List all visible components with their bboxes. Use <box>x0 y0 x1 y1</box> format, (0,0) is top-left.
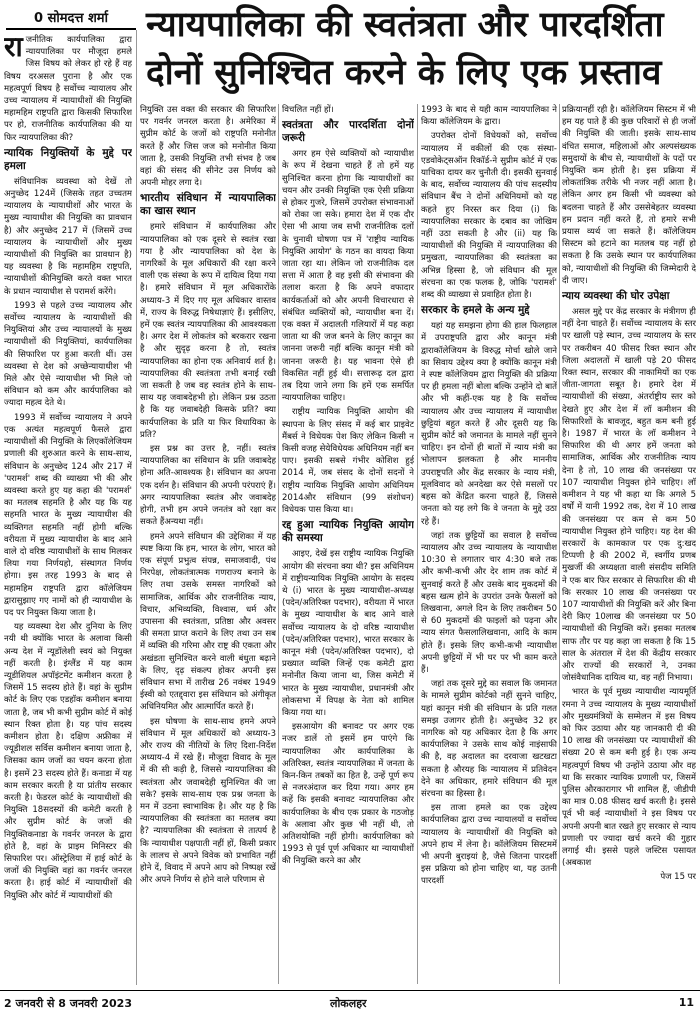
column-divider <box>278 104 279 984</box>
paragraph: इस घोषणा के साथ-साथ हमने अपने संविधान में मूल अधिकारों को अध्याय-3 और राज्य की नीतियों के लिए दिशा-निर्देश अध्याय-4 में रखे हैं। मौजूदा विवाद के मूल में की सी कड़ी है, जिससे न्यायपालिका की स्वतंत्रता और जवाबदेही सुनिश्चित की जा सके? इसके साथ-साथ एक प्रश्न जनता के मन में उठना स्वाभाविक है। और यह है कि न्यायपालिका की स्वतंत्रता का मतलब क्या है? न्यायपालिका की स्वतंत्रता से तात्पर्य है कि न्यायाधीश पक्षपाती नहीं हों, किसी प्रकार के लालच से अपने विवेक को प्रभावित नहीं होने दें, विवाद में अपने आप को निष्पक्ष रखें और अपने निर्णय से होने वाले परिणाम से <box>140 716 276 886</box>
issue-date: 2 जनवरी से 8 जनवरी 2023 <box>4 997 132 1010</box>
paragraph: 1993 के बाद से यही काम न्यायपालिका ने किया कॉलेजियम के द्वारा। <box>421 105 557 128</box>
paragraph: विचलित नहीं हों। <box>282 105 334 115</box>
publication-name: लोकलहर <box>330 997 367 1010</box>
article-column-3 <box>282 104 414 986</box>
paragraph: 1993 में सर्वोच्च न्यायालय ने अपने एक अत्यंत महत्वपूर्ण फैसले द्वारा न्यायाधीशों की नियुक्ति के लिएकॉलेजियम प्रणाली की शुरुआत करने के साथ-साथ, संविधान के अनुच्छेद 124 और 217 में 'परामर्श' शब्द की व्याख्या भी की और व्यवस्था करते हुए यह कहा की 'परामर्श' का मतलब सहमति है और यह कि यह सहमति भारत के मुख्य न्यायाधीश की व्यक्तिगत सहमति नहीं होगी बल्कि वरीयता में मुख्य न्यायाधीश के बाद आने वाले दो वरिष्ठ न्यायाधीशों के साथ मिलकर लिया गया निर्णयहो, संस्थागत निर्णय होगा। इस तरह 1993 के बाद से महामहिम राष्ट्रपति द्वारा कॉलेजियम द्वारासुझाए गए नामों को ही न्यायाधीश के पद पर नियुक्त किया जाता है। <box>4 412 132 618</box>
column-divider <box>136 30 137 985</box>
paragraph: 1993 से पहले उच्च न्यायालय और सर्वोच्च न्यायालय के न्यायाधीशों की नियुक्तियां और उच्च न्यायालयों के मुख्य न्यायाधीशों की नियुक्तियां, कार्यपालिका की सिफारिश पर हुआ करती थीं। उस व्यवस्था से देश को अच्छेन्यायाधीश भी मिले और ऐसे न्यायाधीश भी मिले जो संविधान को कम और कार्यपालिका को ज्यादा महत्व देते थे। <box>4 300 132 409</box>
article-column-1 <box>4 34 132 986</box>
drop-cap: रा <box>4 34 23 63</box>
page-number: 11 <box>678 996 694 1009</box>
paragraph: इसआयोग की बनावट पर अगर एक नजर डालें तो इसमें हम पाएंगे कि न्यायपालिका और कार्यपालिका के अतिरिक्त, स्वतंत्र न्यायपालिका में जनता के किन-किन तबकों का हित है, उन्हें पूर्ण रूप से नजरअंदाज कर दिया गया। अगर हम कहें कि इसकी बनावट न्यायपालिका और कार्यपालिका के बीच एक प्रकार के गठजोड़ के अलावा और कुछ भी नहीं थी, तो अतिशयोक्ति नहीं होगी। कार्यपालिका को 1993 से पूर्व पूर्ण अधिकार था न्यायाधीशों की नियुक्ति करने का और <box>282 722 414 867</box>
paragraph: इस ताजा हमले का एक उद्देश्य कार्यपालिका द्वारा उच्च न्यायालयों व सर्वोच्च न्यायालय के न्यायाधीशों की नियुक्ति को अपने हाथ में लेना है। कॉलेजियम सिस्टममें भी अपनी बुराइयां है, जैसे जितना पारदर्शी इस प्रक्रिया को होना चाहिए था, यह उतनी पारदर्शी <box>421 803 557 887</box>
headline-line-1: न्यायपालिका की स्वतंत्रता और पारदर्शिता <box>146 4 664 45</box>
paragraph: उपरोक्त दोनों विधेयकों को, सर्वोच्च न्यायालय में वकीलों की एक संस्था-एडवोकेट्सऑन रिकॉर्ड-ने सुप्रीम कोर्ट में एक याचिका दायर कर चुनौती दी। इसकी सुनवाई के बाद, सर्वोच्च न्यायालय की पांच सदस्यीय संविधान बैंच ने दोनों अधिनियमों को यह कहते हुए निरस्त कर दिया (i) कि न्यायपालिका सरकार के दबाव का जोखिम नहीं उठा सकती है और (ii) यह कि न्यायाधीशों की नियुक्ति में न्यायपालिका की प्रमुखता, न्यायपालिका की स्वतंत्रता का अभिन्न हिस्सा है, जो संविधान की मूल संरचना का एक फलक है, जोकि 'परामर्श' शब्द की व्याख्या से प्रवाहित होता है। <box>421 131 557 301</box>
paragraph: जहां तक छुट्टियों का सवाल है सर्वोच्च न्यायालय और उच्च न्यायालय के न्यायाधीश 10:30 से लगातार चार 4:30 बजे तक और कभी-कभी और देर शाम तक कोर्ट में सुनवाई करते हैं और उसके बाद मुकदमों की बहस खत्म होने के उपरांत उनके फैसलों को लिखवाना, अगले दिन के लिए तकरीबन 50 से 60 मुकदमों की फाइलों को पढ़ना और न्याय संगत फैसलालिखवाना, आदि के काम होते हैं। इसके लिए कभी-कभी न्यायाधीश अपनी छुट्टियों में भी घर पर भी काम करते हैं। <box>421 530 557 675</box>
intro-paragraph <box>4 34 132 144</box>
paragraph: भारत के पूर्व मुख्य न्यायाधीश न्यायमूर्ति रमना ने उच्च न्यायालय के मुख्य न्यायाधीशों और मुख्यमंत्रियों के सम्मेलन में इस विषय को फिर उठाया और यह जानकारी दी की 10 लाख की जनसंख्या पर न्यायाधीशों की संख्या 20 से कम बनी हुई है। एक अन्य महत्वपूर्ण विषय भी उन्होंने उठाया और वह था कि सरकार न्यायिक प्रणाली पर, जिसमें पुलिस औरकारागार भी शामिल हैं, जीडीपी का मात्र 0.08 फीसद खर्च करती है। इससे पूर्व भी कई न्यायाधीशों ने इस विषय पर अपनी अपनी बात रखते हुए सरकार से न्याय प्रणाली पर ज्यादा खर्च करने की गुहार लगाई थी। इससे पहले जस्टिस पसायत (अबकाश <box>562 687 696 869</box>
paragraph: आइए, देखें इस राष्ट्रीय न्यायिक नियुक्ति आयोग की संरचना क्या थी? इस अधिनियम में राष्ट्रीयन्यायिक नियुक्ति आयोग के सदस्य थे (i) भारत के मुख्य न्यायाधीश-अध्यक्ष (पदेन/अतिरिक्त पदभार), वरीयता में भारत के मुख्य न्यायाधीश के बाद आने वाले सर्वोच्च न्यायालय के दो वरिष्ठ न्यायाधीश (पदेन/अतिरिक्त पदभार), भारत सरकार के कानून मंत्री (पदेन/अतिरिक्त पदभार), दो प्रख्यात व्यक्ति जिन्हें एक कमेटी द्वारा मनोनीत किया जाना था, जिस कमेटी में भारत के मुख्य न्यायाधीश, प्रधानमंत्री और लोकसभा में विपक्ष के नेता को शामिल किया गया था। <box>282 549 414 718</box>
subheading: भारतीय संविधान में न्यायपालिका का खास स्थान <box>140 192 276 218</box>
subheading: सरकार के हमले के अन्य मुद्दे <box>421 304 530 317</box>
headline <box>140 0 696 100</box>
paragraph: अगर हम ऐसे व्यक्तियों को न्यायाधीश के रूप में देखना चाहते हैं तो हमें यह सुनिश्चित करना होगा कि न्यायाधीशों का चयन और उनकी नियुक्ति एक ऐसी प्रक्रिया से होकर गुजरे, जिसमें उपरोक्त संभावनाओं को रोका जा सके। हमारा देश में एक दौर ऐसा भी आया जब सभी राजनीतिक दलों के चुनावी घोषणा पत्र में 'राष्ट्रीय न्यायिक नियुक्ति आयोग' के गठन का वायदा किया जाता रहा था। लेकिन जो राजनीतिक दल सत्ता में आता है वह इसी की संभावना की तलाश करता है कि अपने वफादार कार्यकर्ताओं को और अपनी विचारधारा से संबंधित व्यक्तियों को, न्यायाधीश बना दें। एक वक्त में अदालती गलियारों में यह कहा जाता था की जज बनने के लिए कानून का जानना जरूरी नहीं बल्कि कानून मंत्री को जानना जरूरी है। यह भावना ऐसे ही विकसित नहीं हुई थी। सत्तारूढ़ दल द्वारा तब दिया जाने लगा कि हमें एक समर्पित न्यायपालिका चाहिए। <box>282 149 414 404</box>
paragraph: संविधानिक व्यवस्था को देखें तो अनुच्छेद 124में (जिसके तहत उच्चतम न्यायालय के न्यायाधीशों और भारत के मुख्य न्यायाधीश की नियुक्ति का प्रावधान है) और अनुच्छेद 217 में (जिसमें उच्च न्यायालय के न्यायाधीशों और मुख्य न्यायाधीशों की नियुक्ति का प्रावधान है) यह व्यवस्था है कि महामहिम राष्ट्रपति, न्यायाधीशों कीनियुक्ति करते वक्त भारत के प्रधान न्यायाधीश से परामर्श करेंगे। <box>4 176 132 297</box>
article-column-2 <box>140 104 276 986</box>
paragraph: नियुक्ति उस वक्त की सरकार की सिफारिश पर गवर्नर जनरल करता है। अमेरिका में सुप्रीम कोर्ट के जजों को राष्ट्रपति मनोनीत करते हैं और जिस जज को मनोनीत किया जाता है, उसकी नियुक्ति तभी संभव है जब वहां की संसद की सीनेट उस निर्णय को अपनी मोहर लगा दे। <box>140 105 276 189</box>
subheading: रद्द हुआ न्यायिक नियुक्ति आयोग की समस्या <box>282 519 414 545</box>
subheading: स्वतंत्रता और पारदर्शिता दोनों जरूरी <box>282 119 414 145</box>
page-footer <box>0 990 700 1015</box>
paragraph: हमारे संविधान में कार्यपालिका और न्यायपालिका को एक दूसरे से स्वतंत्र रखा गया है और न्यायपालिका को देश के नागरिकों के मूल अधिकारों की रक्षा करने वाली एक संस्था के रूप में दायित्व दिया गया है। हमारे संविधान में मूल अधिकारोंके अध्याय-3 में दिए गए मूल अधिकार वास्तव में, राज्य के विरुद्ध निषेधाज्ञाएं हैं। इसीलिए, हमें एक स्वतंत्र न्यायपालिका की आवश्यकता है। अगर देश में लोकतंत्र को बरकरार रखना है और सुदृढ़ करना है तो, स्वतंत्र न्यायपालिका का होना एक अनिवार्य शर्त है। न्यायपालिका की स्वतंत्रता तभी बनाई रखी जा सकती है जब वह स्वतंत्र होने के साथ-साथ यह जवाबदेहभी हो। लेकिन प्रश्न उठता है कि यह जवाबदेही किसके प्रति? क्या कार्यपालिका के प्रति या फिर विधायिका के प्रति? <box>140 222 276 440</box>
intro-text: जनीतिक कार्यपालिका द्वारा न्यायपालिका पर मौजूदा हमले जिस विषय को लेकर हो रहे हैं वह विषय दरअसल पुराना है और एक महत्वपूर्ण विषय है सर्वोच्च न्यायालय और उच्च न्यायालय में न्यायाधीशों की नियुक्ति महामहिम राष्ट्रपति द्वारा किसकी सिफारिश पर हो, राजनीतिक कार्यपालिका की या फिर न्यायपालिका की? <box>4 35 132 143</box>
subheading: न्यायिक नियुक्तियों के मुद्दे पर हमला <box>4 146 132 172</box>
column-divider <box>559 104 560 984</box>
subheading: न्याय व्यवस्था की घोर उपेक्षा <box>562 290 670 303</box>
paragraph: यहां यह समझना होगा की हाल फिलहाल में उपराष्ट्रपति द्वारा और कानून मंत्री द्वाराकॉलेजियम के विरुद्ध मोर्चा खोले जाने का सिवाय उद्देश्य क्या है क्योंकि कानून मंत्री ने स्पष्ट कॉलेजियम द्वारा नियुक्ति की प्रक्रिया पर ही हमला नहीं बोला बल्कि उन्होंने दो बातें और भी कहीं-एक यह है कि सर्वोच्च न्यायालय और उच्च न्यायालय में न्यायाधीश छुट्टियां बहुत करते हैं और दूसरी यह कि सुप्रीम कोर्ट को जमानत के मामले नहीं सुनने चाहिए। इन दोनों ही बातों में न्याय मंत्री का भोलापन झलकता है और माननीय उपराष्ट्रपति और केंद्र सरकार के न्याय मंत्री, मूलविवाद को अनदेखा कर ऐसे मसलों पर बहस को केंद्रित करना चाहते हैं, जिससे जनता को यह लगे कि वे जनता के मुद्दे उठा रहे हैं। <box>421 321 557 527</box>
paragraph: यह व्यवस्था देश और दुनिया के लिए नयी थी क्योंकि भारत के अलावा किसी अन्य देश में न्यूडॉलेशी स्वयं को नियुक्त नहीं करती है। इंग्लैंड में यह काम न्यूडीशियल अपॉइंटमेंट कमीशन करता है जिसमें 15 सदस्य होते हैं। वहां के सुप्रीम कोर्ट के लिए एक एडहॉक कमीशन बनाया जाता है, जब भी कभी सुप्रीम कोर्ट में कोई स्थान रिक्त होता है। यह पांच सदस्य कमीशन होता है। दक्षिण अफ्रीका में ज्यूडीशल सर्विस कमीशन बनाया जाता है, जिसका काम जजों का चयन करना होता है। इसमें 23 सदस्य होते हैं। कनाडा में यह काम सरकार करती है या प्रांतीय सरकार करती है। फेडरल कोर्ट के न्यायाधीशों की नियुक्ति 18सदस्यों की कमेटी करती है और सुप्रीम कोर्ट के जजों की नियुक्तिकनाडा के गवर्नर जनरल के द्वारा होते है, वहां के प्राइम मिनिस्टर की सिफारिश पर। ऑस्ट्रेलिया में हाई कोर्ट के जजों की नियुक्ति वहां का गवर्नर जनरल करता है। हाई कोर्ट में न्यायाधीशों की नियुक्ति और कोर्ट में न्यायाधीशों की <box>4 622 132 901</box>
paragraph: राष्ट्रीय न्यायिक नियुक्ति आयोग की स्थापना के लिए संसद में कई बार प्राइवेट मैंबर्स ने विधेयक पेश किए लेकिन किसी न किसी वजह सेयेविधेयक अधिनियम नहीं बन पाए। इसकी सबसे गंभीर कोशिश हुई 2014 में, जब संसद के दोनों सदनों ने राष्ट्रीय न्यायिक नियुक्ति आयोग अधिनियम 2014और संविधान (99 संशोधन) विधेयक पास किया था। <box>282 407 414 516</box>
paragraph: जहां तक दूसरे मुद्दे का सवाल कि जमानत के मामले सुप्रीम कोर्टको नहीं सुनने चाहिए, यहां कानून मंत्री की संविधान के प्रति गलत समझ उजागर होती है। अनुच्छेद 32 हर नागरिक को यह अधिकार देता है कि अगर कार्यपालिका ने उसके साथ कोई नाइंसाफी की है, वह अदालत का दरवाजा खटखटा सकता है औरयह कि न्यायालय में प्रतिवेदन देने का अधिकार, हमारे संविधान की मूल संरचना का हिस्सा है। <box>421 679 557 799</box>
paragraph: हमने अपने संविधान की उद्देशिका में यह स्पष्ट किया कि हम, भारत के लोग, भारत को एक संपूर्ण प्रभुत्व संपन्न, समाजवादी, पंथ निरपेक्ष, लोकतंत्रात्मक गणराज्य बनाने के लिए तथा उसके समस्त नागरिकों को सामाजिक, आर्थिक और राजनीतिक न्याय, विचार, अभिव्यक्ति, विश्वास, धर्म और उपासना की स्वतंत्रता, प्रतिष्ठा और अवसर की समता प्राप्त कराने के लिए तथा उन सब में व्यक्ति की गरिमा और राष्ट्र की एकता और अखंडता सुनिश्चित करने वाली बंधुता बढ़ाने के लिए, दृढ़ संकल्प होकर अपनी इस संविधान सभा में तारीख 26 नवंबर 1949 ईस्वी को एतद्द्वारा इस संविधान को अंगीकृत अधिनियमित और आत्मार्पित करते हैं। <box>140 531 276 713</box>
article-column-4 <box>421 104 557 986</box>
paragraph: असल मुद्दे पर केंद्र सरकार के मंत्रीगण ही नहीं देना चाहते हैं। सर्वोच्च न्यायालय के स्तर पर खाली पड़े स्थान, उच्च न्यायालय के स्तर पर तकरीबन 40 फीसद रिक्त स्थान और जिला अदालतों में खाली पड़े 20 फीसद रिक्त स्थान, सरकार की नाकामियों का एक जीता-जागता सबूत है। हमारे देश में न्यायाधीशों की संख्या, अंतर्राष्ट्रीय स्तर को देखते हुए और देश में लॉ कमीशन की सिफारिशों के बावजूद, बहुत कम बनी हुई है। 1987 में भारत के लॉ कमीशन ने सिफारिश की थी अगर हमें जनता को सामाजिक, आर्थिक और राजनीतिक न्याय देना है तो, 10 लाख की जनसंख्या पर 107 न्यायाधीश नियुक्त होने चाहिए। लॉ कमीशन ने यह भी कहा था कि अगले 5 वर्षों में यानी 1992 तक, देश में 10 लाख की जनसंख्या पर कम से कम 50 न्यायाधीश नियुक्त होने चाहिए। यह देश की सरकारों के कामकाज पर एक दु:खद टिप्पणी है की 2002 में, स्वर्गीय प्रणब मुखर्जी की अध्यक्षता वाली संसदीय समिति ने एक बार फिर सरकार से सिफारिश की थी कि सरकार 10 लाख की जनसंख्या पर 107 न्यायाधीशों की नियुक्ति करें और बिना देरी किए 10लाख की जनसंख्या पर 50 न्यायाधीशों की नियुक्ति करें। इसका मतलब साफ तौर पर यह कहा जा सकता है कि 15 साल के अंतराल में देश की केंद्रीय सरकार और राज्यों की सरकारों ने, उनका जोसंवैधानिक दायित्व था, वह नहीं निभाया। <box>562 307 696 684</box>
paragraph: इस प्रश्न का उत्तर है, नहीं। स्वतंत्र न्यायपालिका का संविधान के प्रति जवाबदेह होना अति-आवश्यक है। संविधान का अपना एक दर्शन है। संविधान की अपनी परंपराएं हैं। अगर न्यायपालिका स्वतंत्र और जवाबदेह होगी, तभी हम अपने जनतंत्र को रक्षा कर सकते हैंअन्यथा नहीं। <box>140 444 276 528</box>
paragraph: प्रक्रियानहीं रही है। कॉलेजियम सिस्टम में भी हम यह पाते हैं की कुछ परिवारों से ही जजों की नियुक्ति की जाती। इसके साथ-साथ वंचित समाज, महिलाओं और अल्पसंख्यक समुदायों के बीच से, न्यायाधीशों के पदों पर नियुक्ति कम होती है। इस प्रक्रिया में लोकतांत्रिक तरीके भी नजर नहीं आता है। लेकिन अगर हम किसी भी व्यवस्था को बदलना चाहते हैं और उससेबेहतर व्यवस्था हम प्रदान नहीं करते हैं, तो हमारे सभी प्रयास व्यर्थ जा सकते हैं। कॉलेजियम सिस्टम को हटाने का मतलब यह नहीं हो सकता है कि उसके स्थान पर कार्यपालिका को, न्यायाधीशों की नियुक्ति की जिम्मेदारी दे दी जाए। <box>562 105 696 286</box>
headline-line-2: दोनों सुनिश्चित करने के लिए एक प्रस्ताव <box>146 52 662 93</box>
column-divider <box>417 104 418 984</box>
article-column-5 <box>562 104 696 986</box>
continued-note: पेज 15 पर <box>660 872 696 883</box>
author-byline: 0 सोमदत्त शर्मा <box>6 6 136 30</box>
